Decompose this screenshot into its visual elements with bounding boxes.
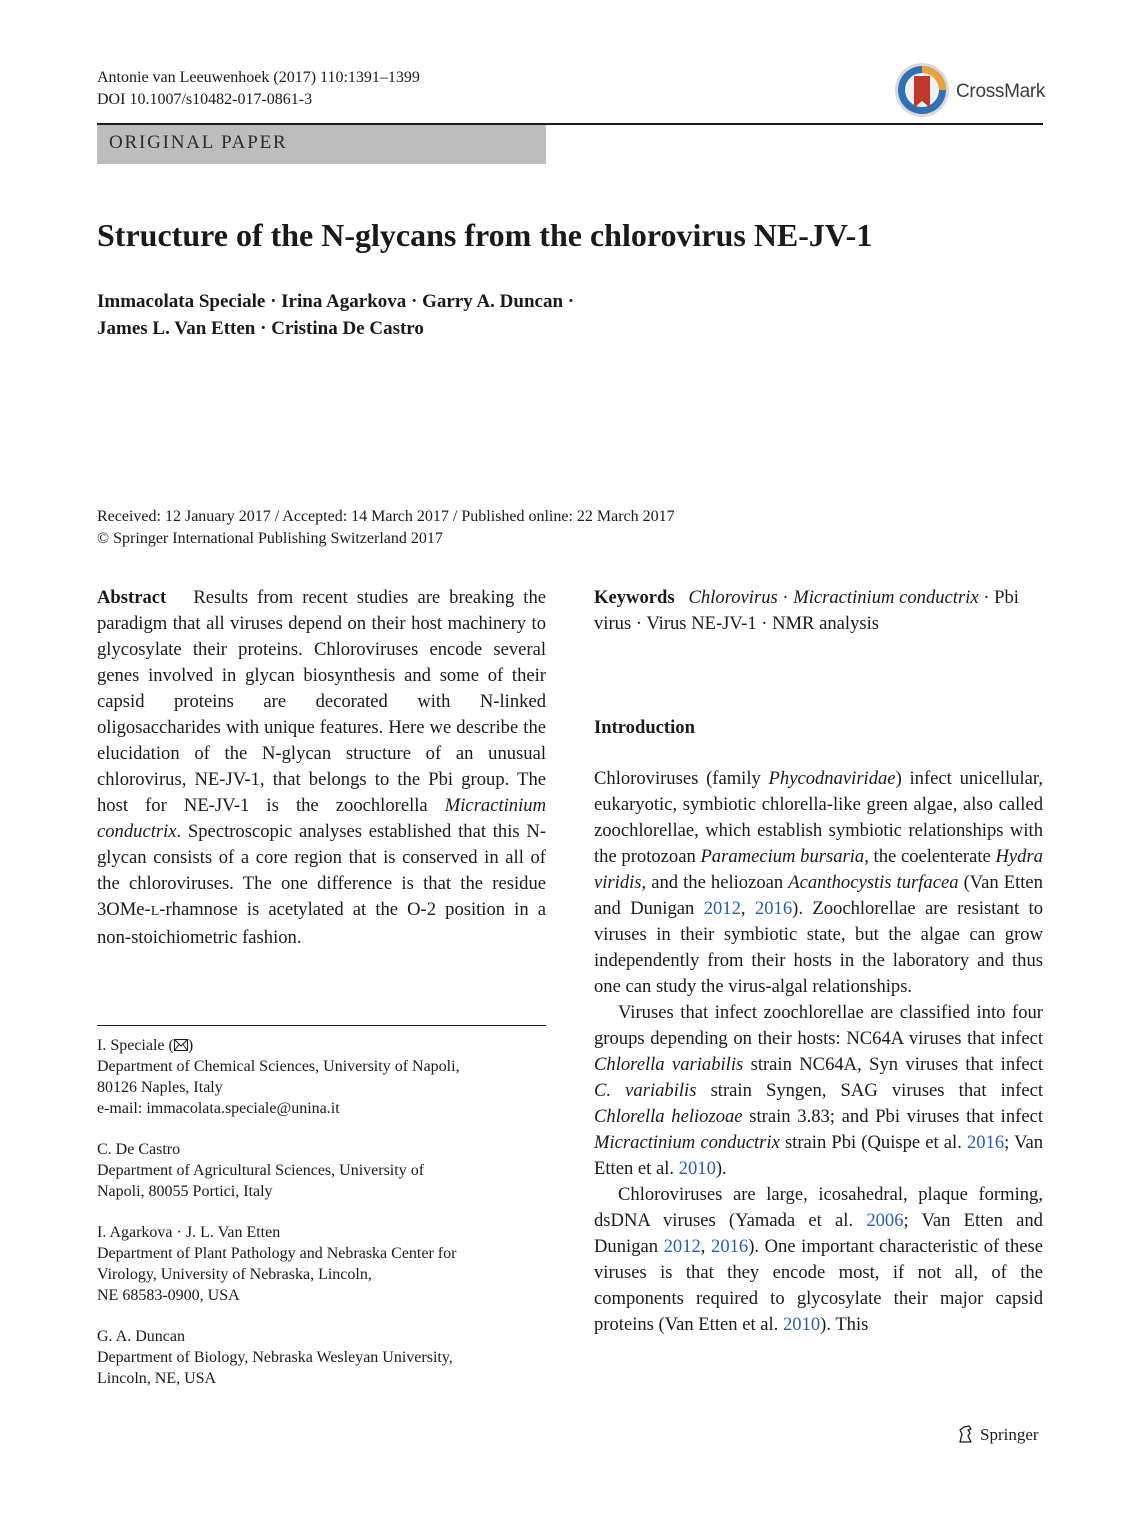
citation-link[interactable]: 2010 [678, 1158, 716, 1179]
keywords-heading: Keywords [594, 587, 675, 608]
abstract-species: Micractinium conductrix [97, 795, 546, 842]
keyword-1: Chlorovirus [688, 587, 778, 608]
affiliation-1: I. Speciale ( ) Department of Chemical Sciences, University of Napoli, 80126 Naples, Italy e-mail: immacolata.speciale@unina.it [97, 1035, 546, 1119]
introduction-body [594, 766, 1043, 1338]
springer-horse-icon [956, 1424, 976, 1444]
abstract-text-1: Results from recent studies are breaking the paradigm that all viruses depend on their host machinery to glycosylate their proteins. Chloroviruses encode several genes involved in glycan biosynthesis and some of their capsid proteins are decorated with N-linked oligosaccharides with unique features. Here we describe the elucidation of the N-glycan structure of an unusual chlorovirus, NE-JV-1, that belongs to the Pbi group. The host for NE-JV-1 is the zoochlorella [97, 587, 546, 816]
keywords [594, 585, 1043, 637]
abstract-text-2: . Spectroscopic analyses established that this N-glycan consists of a core region that is conserved in all of the chloroviruses. The one difference is that the residue 3OMe- [97, 821, 546, 920]
authors-line-2: James L. Van Etten · Cristina De Castro [97, 318, 424, 339]
journal-line: Antonie van Leeuwenhoek (2017) 110:1391–1399 [97, 69, 420, 86]
author-email[interactable]: e-mail: immacolata.speciale@unina.it [97, 1100, 340, 1117]
envelope-icon[interactable] [174, 1039, 188, 1051]
abstract-text-3: -rhamnose is acetylated at the O-2 position in a non-stoichiometric fashion. [97, 899, 546, 948]
affiliation-3: I. Agarkova · J. L. Van Etten Department of Plant Pathology and Nebraska Center for Virology, University of Nebraska, Lincoln, NE 68583-0900, USA [97, 1224, 457, 1304]
citation-link[interactable]: 2016 [711, 1236, 749, 1257]
intro-paragraph-1: Chloroviruses (family Phycodnaviridae) infect unicellular, eukaryotic, symbiotic chlorella-like green algae, also called zoochlorellae, which establish symbiotic relationships with the protozoan Paramecium bursaria, the coelenterate Hydra viridis, and the heliozoan Acanthocystis turfacea (Van Etten and Dunigan 2012, 2016). Zoochlorellae are resistant to viruses in their symbiotic state, but the algae can grow independently from their hosts in the laboratory and thus one can study the virus-algal relationships. [594, 768, 1043, 997]
publisher-name: Springer [980, 1425, 1039, 1444]
citation-link[interactable]: 2016 [966, 1132, 1005, 1153]
copyright-line: © Springer International Publishing Switzerland 2017 [97, 530, 443, 547]
section-banner-label: ORIGINAL PAPER [109, 132, 288, 153]
introduction-heading: Introduction [594, 717, 695, 738]
affiliations-rule [97, 1025, 546, 1026]
abstract-heading: Abstract [97, 587, 167, 608]
publisher-logo [956, 1423, 1039, 1447]
intro-paragraph-2: Viruses that infect zoochlorellae are classified into four groups depending on their hosts: NC64A viruses that infect Chlorella variabilis strain NC64A, Syn viruses that infect C. variabilis strain Syngen, SAG viruses that infect Chlorella heliozoae strain 3.83; and Pbi viruses that infect Micractinium conductrix strain Pbi (Quispe et al. 2016; Van Etten et al. 2010). [594, 1002, 1044, 1179]
doi-line[interactable]: DOI 10.1007/s10482-017-0861-3 [97, 91, 313, 108]
article-title: Structure of the N-glycans from the chlorovirus NE-JV-1 [97, 217, 873, 253]
intro-paragraph-3: Chloroviruses are large, icosahedral, plaque forming, dsDNA viruses (Yamada et al. 2006; Van Etten and Dunigan 2012, 2016). One important characteristic of these viruses is that they encode most, if not all, of the components required to glycosylate their major capsid proteins (Van Etten et al. 2010). This [594, 1184, 1043, 1335]
affiliation-2: C. De Castro Department of Agricultural Sciences, University of Napoli, 80055 Portici, Italy [97, 1141, 425, 1200]
publication-dates [97, 506, 1043, 550]
keyword-rest: Pbi virus · Virus NE-JV-1 · NMR analysis [594, 587, 1019, 634]
citation-link[interactable]: 2006 [866, 1210, 904, 1231]
abstract-smallcap-l: L [150, 904, 160, 919]
journal-citation [97, 67, 420, 111]
history-dates: Received: 12 January 2017 / Accepted: 14 March 2017 / Published online: 22 March 2017 [97, 508, 675, 525]
keyword-2: Micractinium conductrix [793, 587, 979, 608]
keyword-sep-2: · [978, 587, 995, 608]
citation-link[interactable]: 2012 [663, 1236, 701, 1257]
authors-line-1: Immacolata Speciale · Irina Agarkova · Garry A. Duncan · [97, 291, 575, 312]
keyword-sep-1: · [777, 587, 794, 608]
author-list [97, 288, 797, 342]
citation-link[interactable]: 2010 [782, 1314, 821, 1335]
crossmark-label[interactable]: CrossMark [956, 81, 1046, 102]
affiliation-4: G. A. Duncan Department of Biology, Nebraska Wesleyan University, Lincoln, NE, USA [97, 1328, 453, 1387]
citation-link[interactable]: 2012 [703, 898, 741, 919]
abstract [97, 585, 546, 951]
citation-link[interactable]: 2016 [754, 898, 793, 919]
